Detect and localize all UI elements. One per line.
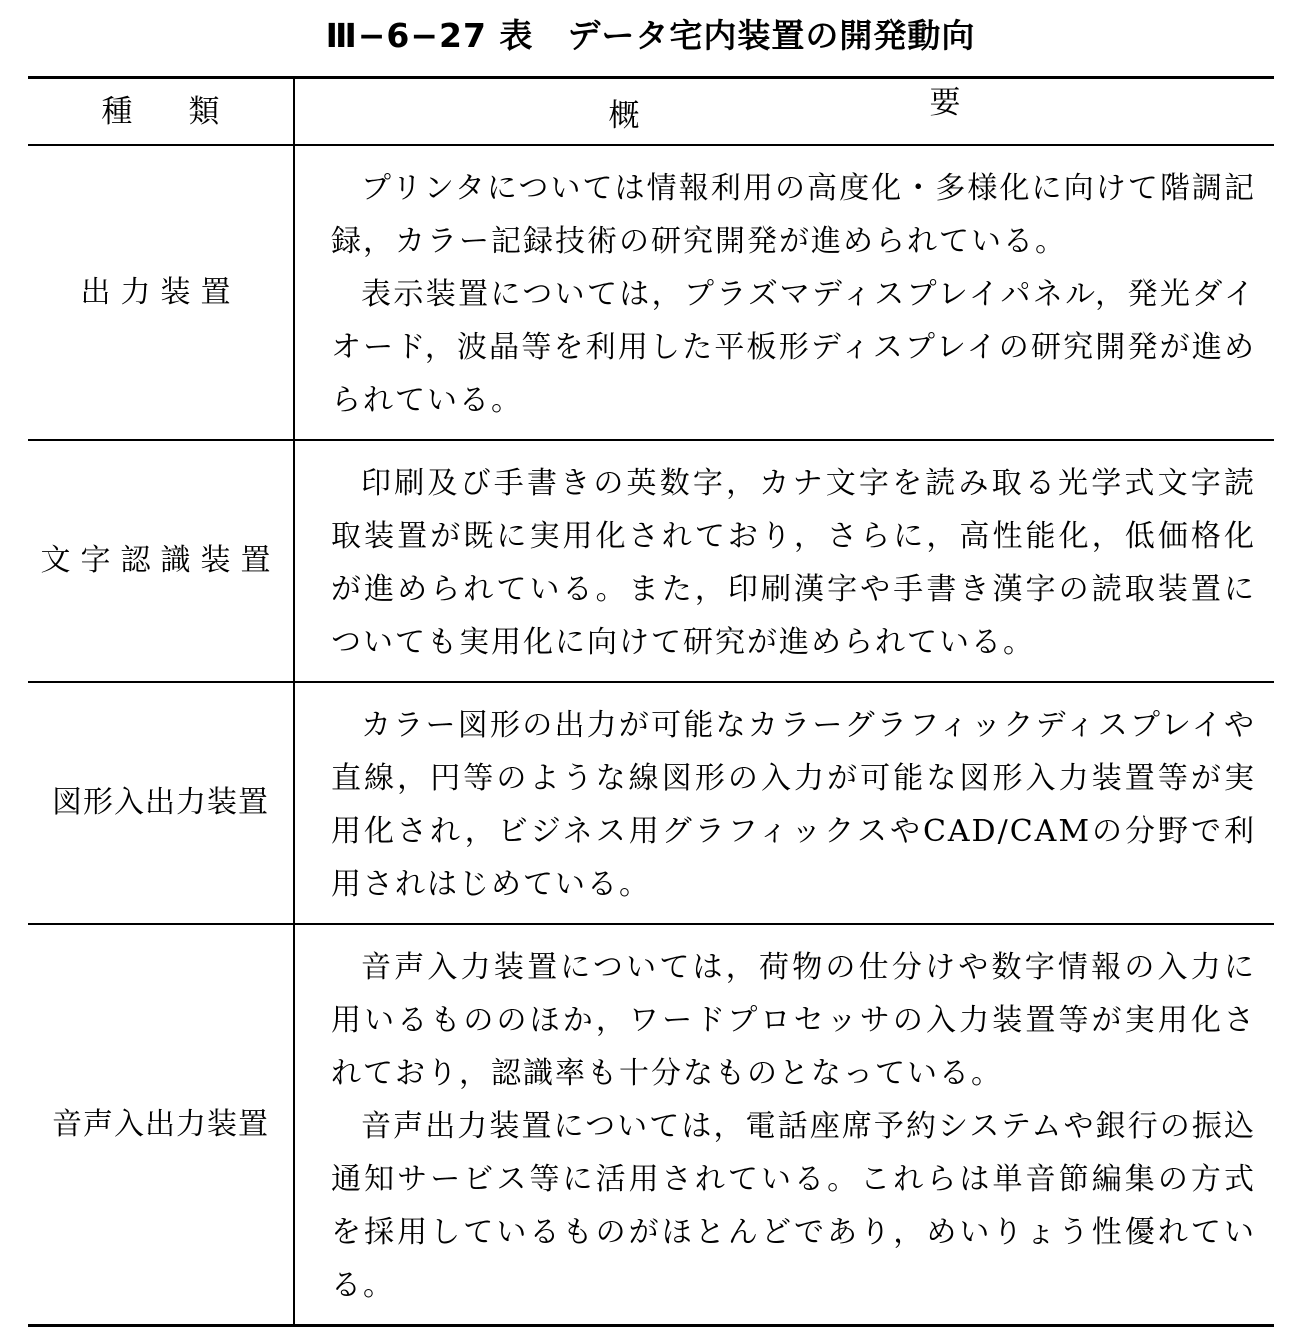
row-summary-character-recognition bbox=[294, 440, 1274, 682]
summary-paragraph: 表示装置については，プラズマディスプレイパネル，発光ダイオード，波晶等を利用した平板形ディスプレイの研究開発が進められている。 bbox=[331, 277, 1256, 418]
row-summary-graphic-io bbox=[294, 682, 1274, 924]
page-title: Ⅲ−6−27 表 データ宅内装置の開発動向 bbox=[325, 16, 976, 55]
row-kind-output-device: 出力装置 bbox=[28, 145, 294, 440]
table-row bbox=[28, 682, 1274, 924]
header-kind-char-1: 種 bbox=[101, 93, 133, 130]
row-kind-character-recognition: 文字認識装置 bbox=[28, 440, 294, 682]
summary-paragraph: 音声出力装置については，電話座席予約システムや銀行の振込通知サービス等に活用されている。これらは単音節編集の方式を採用しているものがほとんどであり，めいりょう性優れている。 bbox=[331, 1109, 1256, 1303]
table-row bbox=[28, 440, 1274, 682]
header-kind-char-2: 類 bbox=[188, 93, 220, 130]
summary-paragraph: 印刷及び手書きの英数字，カナ文字を読み取る光学式文字読取装置が既に実用化されており，さらに，高性能化，低価格化が進められている。また，印刷漢字や手書き漢字の読取装置についても実用化に向けて研究が進められている。 bbox=[331, 466, 1256, 660]
row-summary-output-device bbox=[294, 145, 1274, 440]
table-header-row bbox=[28, 78, 1274, 146]
header-kind bbox=[28, 78, 294, 146]
row-summary-voice-io bbox=[294, 924, 1274, 1326]
summary-paragraph: 音声入力装置については，荷物の仕分けや数字情報の入力に用いるもののほか，ワードプロセッサの入力装置等が実用化されており，認識率も十分なものとなっている。 bbox=[331, 950, 1256, 1091]
summary-paragraph: カラー図形の出力が可能なカラーグラフィックディスプレイや直線，円等のような線図形の入力が可能な図形入力装置等が実用化され，ビジネス用グラフィックスやCAD/CAMの分野で利用されはじめている。 bbox=[331, 708, 1256, 902]
row-kind-graphic-io: 図形入出力装置 bbox=[28, 682, 294, 924]
development-trends-table bbox=[28, 76, 1274, 1327]
table-row bbox=[28, 145, 1274, 440]
header-summary-char-2: 要 bbox=[929, 84, 961, 121]
row-kind-voice-io: 音声入出力装置 bbox=[28, 924, 294, 1326]
summary-paragraph: プリンタについては情報利用の高度化・多様化に向けて階調記録，カラー記録技術の研究開発が進められている。 bbox=[331, 171, 1256, 259]
table-row bbox=[28, 924, 1274, 1326]
header-summary bbox=[294, 78, 1274, 146]
header-summary-char-1: 概 bbox=[608, 97, 640, 134]
